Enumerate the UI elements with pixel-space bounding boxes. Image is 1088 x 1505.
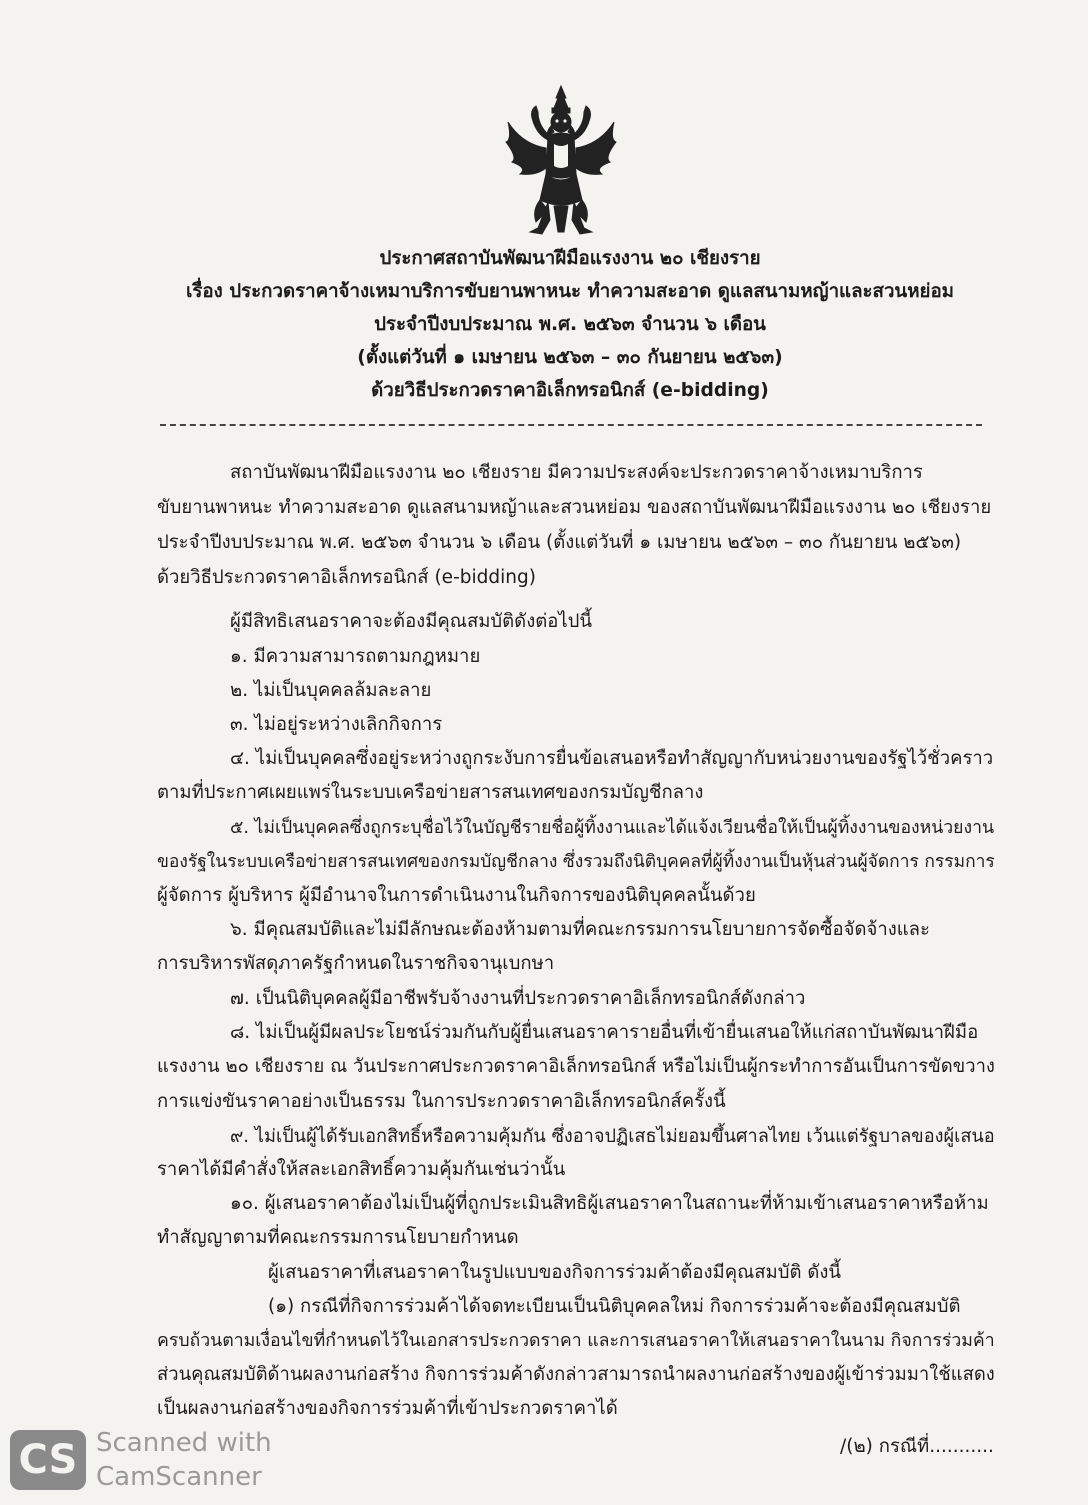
qualification-8-line-3: การแข่งขันราคาอย่างเป็นธรรม ในการประกวดราคาอิเล็กทรอนิกส์ครั้งนี้ xyxy=(157,1091,726,1112)
qualification-9-line-1: ๙. ไม่เป็นผู้ได้รับเอกสิทธิ์หรือความคุ้มกัน ซึ่งอาจปฏิเสธไม่ยอมขึ้นศาลไทย เว้นแต่รัฐบาลของผู้เสนอ xyxy=(230,1126,995,1147)
qualification-10-line-1: ๑๐. ผู้เสนอราคาต้องไม่เป็นผู้ที่ถูกประเมินสิทธิผู้เสนอราคาในสถานะที่ห้ามเข้าเสนอราคาหรือห้าม xyxy=(230,1193,989,1214)
qualification-8-line-1: ๘. ไม่เป็นผู้มีผลประโยชน์ร่วมกันกับผู้ยื่นเสนอราคารายอื่นที่เข้ายื่นเสนอให้แก่สถาบันพัฒนาฝีมือ xyxy=(230,1022,979,1043)
heading-line-1: ประกาศสถาบันพัฒนาฝีมือแรงงาน ๒๐ เชียงราย xyxy=(379,248,761,269)
heading-line-2: เรื่อง ประกวดราคาจ้างเหมาบริการขับยานพาหนะ ทำความสะอาด ดูแลสนามหญ้าและสวนหย่อม xyxy=(186,281,954,302)
garuda-emblem-icon xyxy=(502,82,620,242)
qualification-5-line-2: ของรัฐในระบบเครือข่ายสารสนเทศของกรมบัญชีกลาง ซึ่งรวมถึงนิติบุคคลที่ผู้ทิ้งงานเป็นหุ้นส่วนผู้จัดการ กรรมการ xyxy=(157,852,995,872)
heading-line-4: (ตั้งแต่วันที่ ๑ เมษายน ๒๕๖๓ – ๓๐ กันยายน ๒๕๖๓) xyxy=(357,347,783,368)
joint-venture-1-line-4: เป็นผลงานก่อสร้างของกิจการร่วมค้าที่เข้าประกวดราคาได้ xyxy=(157,1398,618,1419)
intro-line-4: ด้วยวิธีประกวดราคาอิเล็กทรอนิกส์ (e-bidding) xyxy=(157,567,536,588)
joint-venture-1-line-2: ครบถ้วนตามเงื่อนไขที่กำหนดไว้ในเอกสารประกวดราคา และการเสนอราคาให้เสนอราคาในนาม กิจการร่วมค้า xyxy=(157,1331,995,1351)
watermark-line-2: CamScanner xyxy=(96,1462,262,1492)
joint-venture-1-line-3: ส่วนคุณสมบัติด้านผลงานก่อสร้าง กิจการร่วมค้าดังกล่าวสามารถนำผลงานก่อสร้างของผู้เข้าร่วมมาใช้แสดง xyxy=(157,1364,995,1385)
joint-venture-intro: ผู้เสนอราคาที่เสนอราคาในรูปแบบของกิจการร่วมค้าต้องมีคุณสมบัติ ดังนี้ xyxy=(268,1262,842,1283)
watermark-line-1: Scanned with xyxy=(96,1428,272,1458)
qualification-6-line-1: ๖. มีคุณสมบัติและไม่มีลักษณะต้องห้ามตามที่คณะกรรมการนโยบายการจัดซื้อจัดจ้างและ xyxy=(230,919,930,940)
qualification-6-line-2: การบริหารพัสดุภาครัฐกำหนดในราชกิจจานุเบกษา xyxy=(157,953,555,974)
dashed-divider xyxy=(160,424,982,426)
qualification-5-line-3: ผู้จัดการ ผู้บริหาร ผู้มีอำนาจในการดำเนินงานในกิจการของนิติบุคคลนั้นด้วย xyxy=(157,885,756,906)
heading-line-3: ประจำปีงบประมาณ พ.ศ. ๒๕๖๓ จำนวน ๖ เดือน xyxy=(374,314,766,335)
qualification-8-line-2: แรงงาน ๒๐ เชียงราย ณ วันประกาศประกวดราคาอิเล็กทรอนิกส์ หรือไม่เป็นผู้กระทำการอันเป็นการขัดขวาง xyxy=(157,1056,995,1077)
qualification-10-line-2: ทำสัญญาตามที่คณะกรรมการนโยบายกำหนด xyxy=(157,1227,519,1248)
heading-line-5: ด้วยวิธีประกวดราคาอิเล็กทรอนิกส์ (e-bidding) xyxy=(371,380,769,401)
qualification-4-line-1: ๔. ไม่เป็นบุคคลซึ่งอยู่ระหว่างถูกระงับการยื่นข้อเสนอหรือทำสัญญากับหน่วยงานของรัฐไว้ชั่วคราว xyxy=(230,748,994,769)
qualification-7: ๗. เป็นนิติบุคคลผู้มีอาชีพรับจ้างงานที่ประกวดราคาอิเล็กทรอนิกส์ดังกล่าว xyxy=(230,988,806,1009)
qualification-4-line-2: ตามที่ประกาศเผยแพร่ในระบบเครือข่ายสารสนเทศของกรมบัญชีกลาง xyxy=(157,782,704,803)
intro-line-3: ประจำปีงบประมาณ พ.ศ. ๒๕๖๓ จำนวน ๖ เดือน (ตั้งแต่วันที่ ๑ เมษายน ๒๕๖๓ – ๓๐ กันยายน ๒๕๖๓) xyxy=(157,532,962,553)
continued-on-next-page: /(๒) กรณีที่........... xyxy=(840,1436,994,1457)
qualification-2: ๒. ไม่เป็นบุคคลล้มละลาย xyxy=(230,680,432,701)
announcement-heading xyxy=(130,242,1010,407)
intro-line-2: ขับยานพาหนะ ทำความสะอาด ดูแลสนามหญ้าและสวนหย่อม ของสถาบันพัฒนาฝีมือแรงงาน ๒๐ เชียงราย xyxy=(157,497,992,518)
qualification-5-line-1: ๕. ไม่เป็นบุคคลซึ่งถูกระบุชื่อไว้ในบัญชีรายชื่อผู้ทิ้งงานและได้แจ้งเวียนชื่อให้เป็นผู้ทิ้งงานของหน่วยงาน xyxy=(230,818,995,838)
camscanner-logo-icon: CS xyxy=(10,1430,86,1490)
camscanner-watermark xyxy=(10,1428,310,1494)
intro-line-1: สถาบันพัฒนาฝีมือแรงงาน ๒๐ เชียงราย มีความประสงค์จะประกวดราคาจ้างเหมาบริการ xyxy=(230,462,923,483)
qualification-3: ๓. ไม่อยู่ระหว่างเลิกกิจการ xyxy=(230,714,443,735)
qualification-intro: ผู้มีสิทธิเสนอราคาจะต้องมีคุณสมบัติดังต่อไปนี้ xyxy=(230,611,593,632)
qualification-9-line-2: ราคาได้มีคำสั่งให้สละเอกสิทธิ์ความคุ้มกันเช่นว่านั้น xyxy=(157,1159,566,1180)
qualification-1: ๑. มีความสามารถตามกฎหมาย xyxy=(230,646,481,667)
joint-venture-1-line-1: (๑) กรณีที่กิจการร่วมค้าได้จดทะเบียนเป็นนิติบุคคลใหม่ กิจการร่วมค้าจะต้องมีคุณสมบัติ xyxy=(268,1296,961,1317)
